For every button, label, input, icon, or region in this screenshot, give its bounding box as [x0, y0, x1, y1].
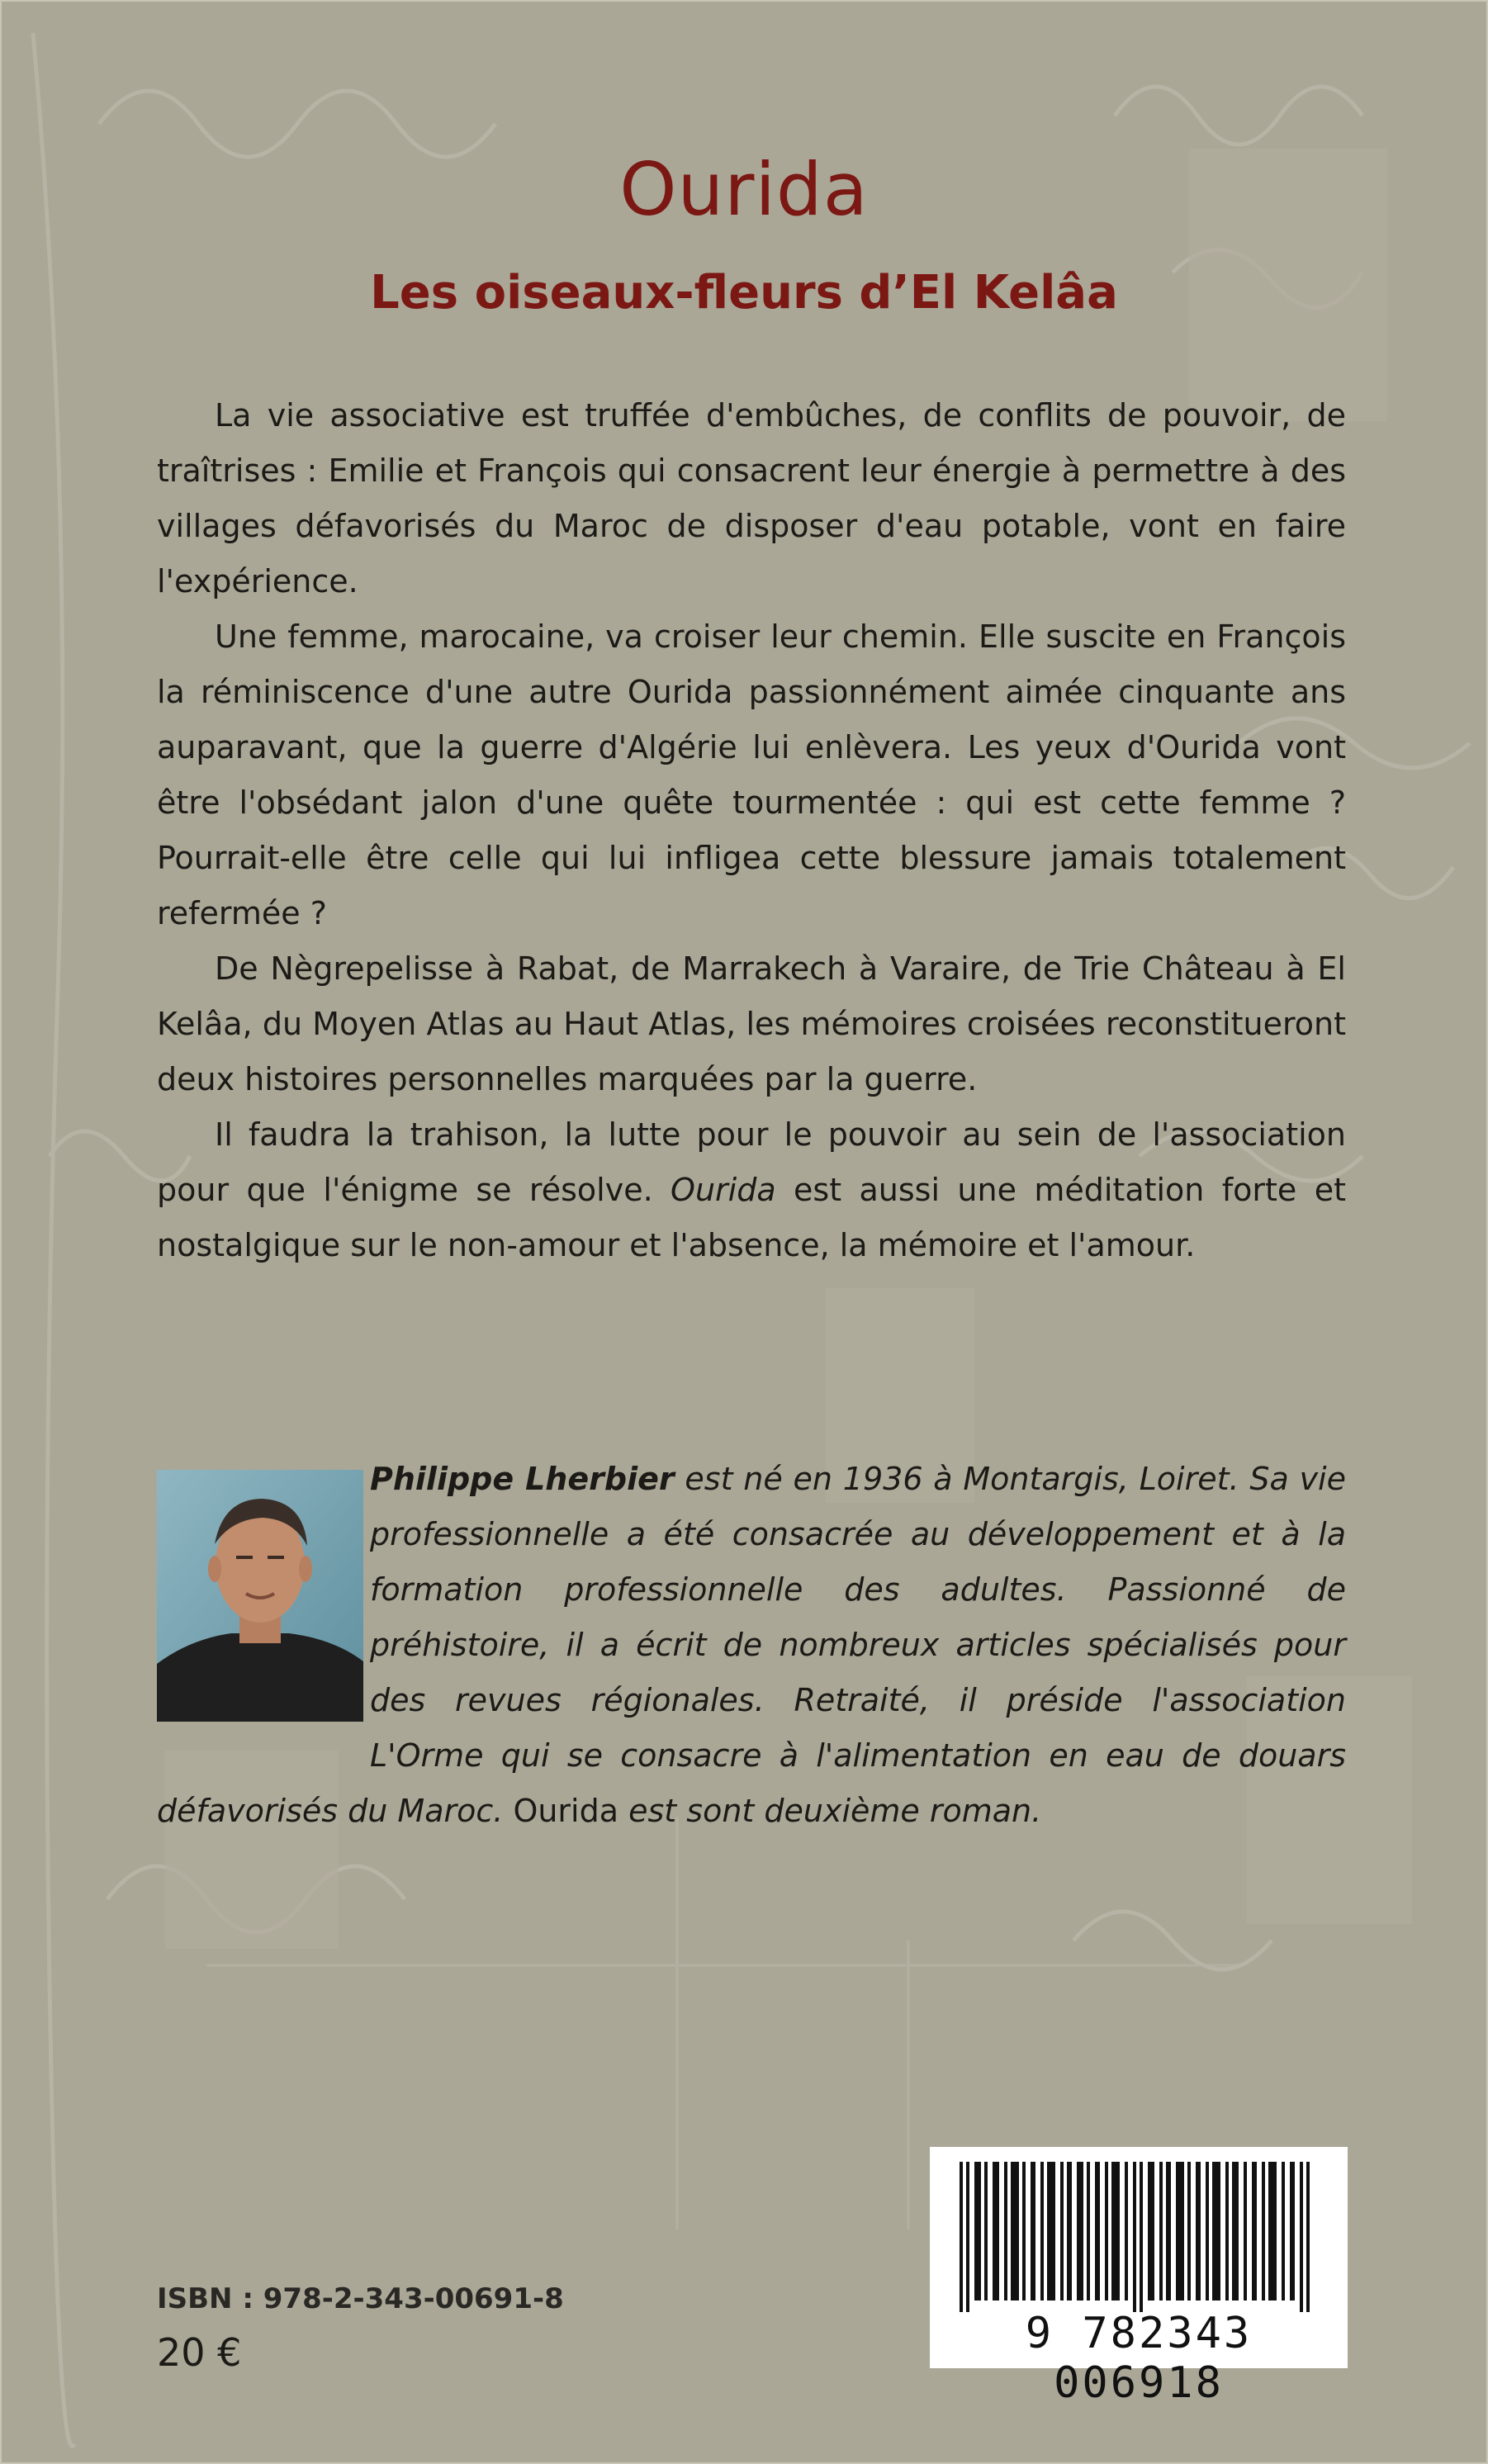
book-title: Ourida: [619, 147, 869, 232]
isbn: ISBN : 978-2-343-00691-8: [157, 2282, 564, 2315]
synopsis-paragraph-3: De Nègrepelisse à Rabat, de Marrakech à Varaire, de Trie Château à El Kelâa, du Moyen Atlas au Haut Atlas, les mémoires croisées reconstitueront deux histoires personnelles marquées par la guerre.: [157, 950, 1346, 1097]
synopsis-paragraph-2: Une femme, marocaine, va croiser leur chemin. Elle suscite en François la réminiscence d'une autre Ourida passionnément aimée cinquante ans auparavant, que la guerre d'Algérie lui enlèvera. Les yeux d'Ourida vont être l'obsédant jalon d'une quête tourmentée : qui est cette femme ? Pourrait-elle être celle qui lui infligea cette blessure jamais totalement refermée ?: [157, 618, 1346, 931]
synopsis-p4-title: Ourida: [671, 1172, 776, 1208]
synopsis-paragraph-4: [157, 1107, 1346, 1273]
author-bio-part-1: est né en 1936 à Montargis, Loiret. Sa vie professionnelle a été consacrée au développement et à la formation professionnelle des adultes. Passionné de préhistoire, il a écrit de nombreux articles spécialisés pour des revues régionales. Retraité, il préside l'association L'Orme qui se consacre à l'alimentation en eau de douars défavorisés du Maroc.: [157, 1461, 1346, 1829]
synopsis-p4-before: Il faudra la trahison, la lutte pour le pouvoir au sein de l'association pour que l'énigme se résolve.: [157, 1116, 1346, 1208]
price: 20 €: [157, 2330, 242, 2375]
author-bio-book-title: Ourida: [513, 1793, 619, 1829]
author-photo: [157, 1470, 363, 1722]
synopsis-p4-after: est aussi une méditation forte et nostalgique sur le non-amour et l'absence, la mémoire et l'amour.: [157, 1172, 1346, 1263]
synopsis: [157, 388, 1346, 1273]
barcode-bars: [930, 2147, 1348, 2312]
author-name: Philippe Lherbier: [370, 1461, 675, 1497]
synopsis-paragraph-1: La vie associative est truffée d'embûches, de conflits de pouvoir, de traîtrises : Emilie et François qui consacrent leur énergie à permettre à des villages défavorisés du Maroc de disposer d'eau potable, vont en faire l'expérience.: [157, 397, 1346, 599]
book-subtitle: Les oiseaux-fleurs d’El Kelâa: [370, 266, 1118, 320]
barcode: [930, 2147, 1348, 2408]
author-bio-part-2: est sont deuxième roman.: [628, 1793, 1042, 1829]
barcode-digits: 9 782343 006918: [1025, 2309, 1253, 2408]
